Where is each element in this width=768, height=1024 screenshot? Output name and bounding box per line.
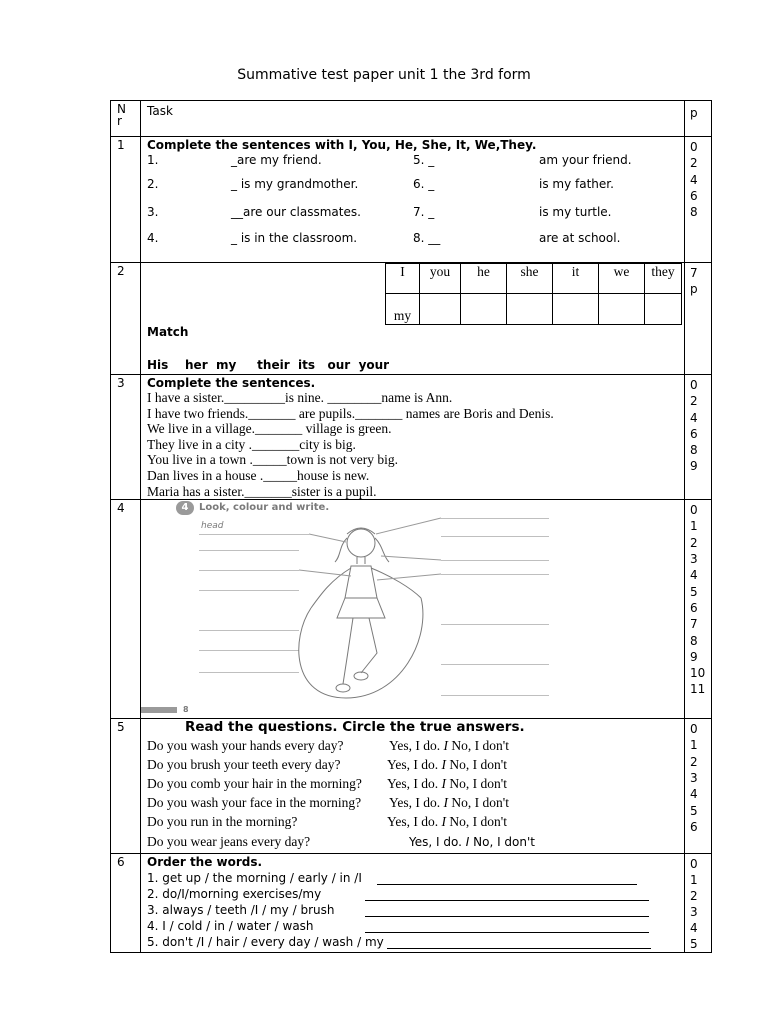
point-value: 3: [690, 552, 698, 567]
point-value: 5: [690, 803, 698, 818]
point-value: 2: [690, 535, 698, 550]
possessive-words: His her my their its our your: [147, 358, 390, 372]
task-2-number: 2: [117, 264, 125, 278]
point-value: 0: [690, 378, 698, 392]
answer-options: Yes, I do. I No, I don't: [409, 835, 535, 850]
point-value: 5: [690, 584, 698, 599]
page-title: Summative test paper unit 1 the 3rd form: [237, 67, 531, 83]
word-order-line: 4. I / cold / in / water / wash: [147, 919, 314, 934]
sentence-text: _ is in the classroom.: [231, 231, 358, 245]
question-text: Do you wash your hands every day?: [147, 738, 344, 754]
task-5-number: 5: [117, 720, 125, 735]
answer-options: Yes, I do. I No, I don't: [387, 757, 507, 773]
sentence-line: Dan lives in a house ._____house is new.: [147, 467, 370, 483]
point-value: 1: [690, 873, 698, 888]
pronoun-cell: they: [645, 264, 682, 294]
sentence-number: 7. _: [413, 205, 435, 219]
answer-line: [365, 916, 649, 917]
point-value: 4: [690, 921, 698, 936]
answer-options: Yes, I do. I No, I don't: [389, 738, 509, 754]
point-value: 4: [690, 787, 698, 802]
task-6-row: [111, 854, 712, 953]
sentence-line: They live in a city ._______city is big.: [147, 436, 356, 452]
task-5-content: [141, 719, 685, 854]
sentence-line: I have two friends._______ are pupils._______ names are Boris and Denis.: [147, 405, 554, 421]
sentence-text: am your friend.: [539, 153, 632, 167]
question-text: Do you comb your hair in the morning?: [147, 776, 362, 792]
pronoun-cell: I: [386, 264, 420, 294]
task-6-instruction: Order the words.: [147, 855, 263, 870]
answer-cell: [507, 294, 553, 325]
point-value: 4: [690, 410, 698, 425]
point-value: 1: [690, 519, 698, 534]
question-text: Do you run in the morning?: [147, 814, 298, 830]
sentence-text: are at school.: [539, 231, 621, 245]
task-4-content: [141, 500, 685, 719]
pronoun-cell: you: [420, 264, 461, 294]
point-value: 2: [690, 156, 698, 171]
answer-line: [387, 948, 651, 949]
sentence-line: We live in a village._______ village is green.: [147, 421, 392, 437]
task-5-row: [111, 719, 712, 854]
pronoun-cell: she: [507, 264, 553, 294]
task-1-row: [111, 137, 712, 263]
sentence-number: 1.: [147, 153, 159, 167]
task-3-sentences: [141, 390, 684, 499]
points-header: p: [690, 106, 698, 120]
point-value: 0: [690, 503, 698, 518]
point-value: 0: [690, 857, 698, 872]
point-value: 1: [690, 738, 698, 753]
nr-header: Nr: [117, 102, 126, 128]
point-value: 4: [690, 568, 698, 583]
pronoun-cell: it: [553, 264, 599, 294]
word-order-line: 1. get up / the morning / early / in /I: [147, 871, 362, 886]
question-text: Do you brush your teeth every day?: [147, 757, 341, 773]
point-value: 2: [690, 394, 698, 409]
task-5-points: [685, 719, 712, 854]
point-value: 8: [690, 443, 698, 458]
point-value: 3: [690, 771, 698, 786]
sentence-line: Maria has a sister._______sister is a pupil.: [147, 483, 377, 499]
point-value: 10: [690, 666, 706, 681]
sentence-text: is my turtle.: [539, 205, 612, 219]
point-value: 2: [690, 754, 698, 769]
sentence-text: _are my friend.: [231, 153, 322, 167]
point-value: 8: [690, 633, 698, 648]
answer-cell: [553, 294, 599, 325]
task-4-points: [685, 500, 712, 719]
task-4-number: 4: [117, 501, 125, 516]
exercise-number-badge: 4: [176, 501, 194, 515]
task-6-content: [141, 854, 685, 953]
sentence-text: is my father.: [539, 177, 614, 191]
header-row: [111, 101, 712, 137]
answer-cell: [645, 294, 682, 325]
sentence-number: 5. _: [413, 153, 435, 167]
sentence-line: I have a sister._________is nine. ________name is Ann.: [147, 390, 453, 405]
point-value: 6: [690, 426, 698, 441]
question-text: Do you wear jeans every day?: [147, 834, 311, 850]
task-2-points: [685, 263, 712, 375]
task-1-instruction: Complete the sentences with I, You, He, She, It, We,They.: [147, 138, 537, 152]
pronoun-cell: he: [461, 264, 507, 294]
answer-line: [365, 900, 649, 901]
point-value: 5: [690, 937, 698, 952]
sentence-number: 2.: [147, 177, 159, 191]
task-3-content: [141, 375, 685, 500]
point-value: 4: [690, 172, 698, 187]
word-order-line: 2. do/I/morning exercises/my: [147, 887, 322, 902]
picture-instruction: Look, colour and write.: [199, 502, 330, 514]
task-1-points: [685, 137, 712, 263]
pronoun-cell: we: [599, 264, 645, 294]
word-order-line: 3. always / teeth /I / my / brush: [147, 903, 335, 918]
sentence-number: 8. __: [413, 231, 441, 245]
body-parts-picture: [141, 500, 551, 715]
task-3-instruction: Complete the sentences.: [147, 376, 316, 390]
sentence-text: _ is my grandmother.: [231, 177, 359, 191]
point-value: 7: [690, 617, 698, 632]
sentence-number: 3.: [147, 205, 159, 219]
page-number: 8: [183, 705, 189, 715]
pronoun-grid: [385, 263, 682, 325]
answer-cell: [420, 294, 461, 325]
answer-cell: [461, 294, 507, 325]
sentence-number: 4.: [147, 231, 159, 245]
point-value: 9: [690, 459, 698, 474]
task-3-points: [685, 375, 712, 500]
point-value: 8: [690, 205, 698, 220]
answer-line: [377, 884, 637, 885]
task-2-instruction: Match: [147, 325, 189, 339]
point-value: 9: [690, 649, 698, 664]
point-value: 6: [690, 819, 698, 834]
leader-lines: [141, 500, 551, 715]
task-3-number: 3: [117, 376, 125, 390]
task-header: Task: [147, 104, 173, 118]
point-value: 2: [690, 889, 698, 904]
point-value: 6: [690, 600, 698, 615]
task-2-row: [111, 263, 712, 375]
task-6-number: 6: [117, 855, 125, 870]
question-text: Do you wash your face in the morning?: [147, 795, 362, 811]
page-bar: [141, 707, 177, 713]
answer-options: Yes, I do. I No, I don't: [387, 776, 507, 792]
task-5-instruction: Read the questions. Circle the true answers.: [185, 719, 525, 736]
test-table: [110, 100, 712, 953]
example-label: head: [201, 521, 224, 532]
task-6-points: [685, 854, 712, 953]
task-1-number: 1: [117, 138, 125, 152]
point-value: 0: [690, 140, 698, 154]
point-value: 3: [690, 905, 698, 920]
point-value: 0: [690, 722, 698, 737]
word-order-line: 5. don't /I / hair / every day / wash / my: [147, 935, 384, 950]
task-4-row: [111, 500, 712, 719]
sentence-number: 6. _: [413, 177, 435, 191]
task-3-row: [111, 375, 712, 500]
answer-cell: [599, 294, 645, 325]
sentence-text: __are our classmates.: [231, 205, 361, 219]
task-2-content: [141, 263, 685, 375]
point-value: p: [690, 282, 698, 297]
point-value: 7: [690, 266, 698, 280]
answer-line: [365, 932, 649, 933]
point-value: 6: [690, 188, 698, 203]
answer-options: Yes, I do. I No, I don't: [389, 795, 509, 811]
sentence-line: You live in a town ._____town is not very big.: [147, 452, 399, 468]
answer-options: Yes, I do. I No, I don't: [387, 814, 507, 830]
point-value: 11: [690, 682, 706, 697]
task-1-content: [141, 137, 685, 263]
answer-cell: my: [386, 294, 420, 325]
